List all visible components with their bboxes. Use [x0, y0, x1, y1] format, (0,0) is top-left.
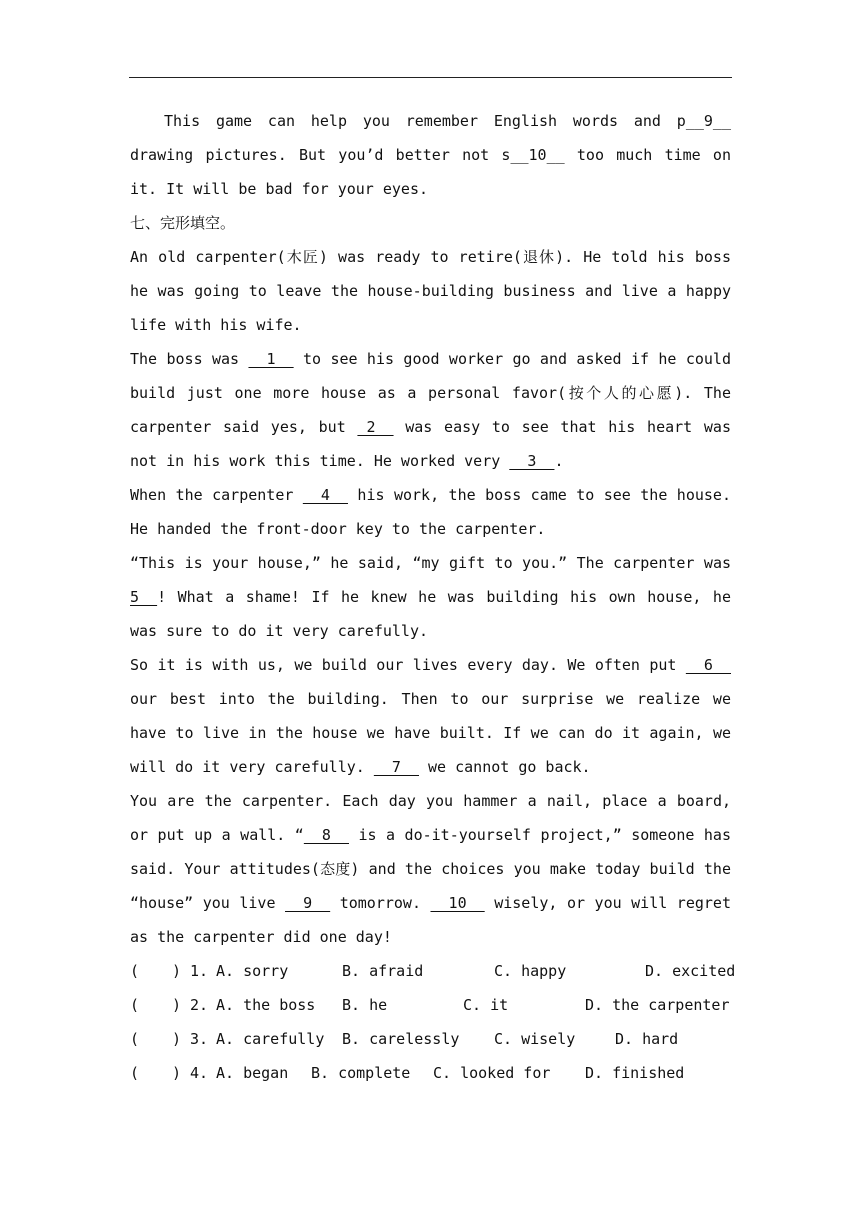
- cloze-paragraph-1: An old carpenter(木匠) was ready to retire(退休). He told his boss he was going to leave the house-building business and live a happy life with his wife.: [130, 248, 731, 334]
- blank-10: 10: [430, 894, 485, 912]
- question-number: 4.: [190, 1064, 209, 1082]
- paragraph-text: wisely, or you will regret as the carpenter did one day!: [130, 894, 731, 946]
- blank-8: 8: [303, 826, 349, 844]
- question-row-4: [130, 1056, 731, 1090]
- passage-text: This game can help you remember English words and p: [164, 112, 686, 130]
- answer-paren-open: (: [130, 1064, 140, 1082]
- blank-9: 9: [285, 894, 331, 912]
- option-c: C. it: [463, 996, 509, 1014]
- answer-paren-close: ): [172, 1030, 182, 1048]
- question-row-2: [130, 988, 731, 1022]
- paragraph-text: “This is your house,” he said, “my gift to you.” The carpenter was: [130, 554, 731, 572]
- blank-2: 2: [357, 418, 394, 436]
- option-a: A. began: [216, 1064, 289, 1082]
- paragraph-text: his work, the boss came to see the house. He handed the front-door key to the carpenter.: [130, 486, 731, 538]
- blank-7: 7: [373, 758, 419, 776]
- answer-paren-open: (: [130, 962, 140, 980]
- option-b: B. complete: [311, 1064, 411, 1082]
- blank-4: 4: [302, 486, 348, 504]
- paragraph-text: You are the carpenter. Each day you hammer a nail, place a board, or put up a wall. “: [130, 792, 731, 844]
- answer-paren-close: ): [172, 996, 182, 1014]
- cloze-paragraph-3: [130, 478, 731, 546]
- question-number: 2.: [190, 996, 209, 1014]
- passage-text: too much time on it. It will be bad for your eyes.: [130, 146, 731, 198]
- passage-text: drawing pictures. But you’d better not s: [130, 146, 511, 164]
- page-content: [130, 104, 736, 1090]
- answer-paren-close: ): [172, 962, 182, 980]
- option-a: A. sorry: [216, 962, 289, 980]
- cloze-paragraph-4: [130, 546, 731, 648]
- section-title: 七、完形填空。: [130, 214, 236, 232]
- option-a: A. the boss: [216, 996, 316, 1014]
- blank-5: 5: [130, 588, 158, 606]
- paragraph-text: was easy to see that his heart was not in his work this time. He worked very: [130, 418, 731, 470]
- cloze-paragraph-2: [130, 342, 731, 478]
- paragraph-text: So it is with us, we build our lives every day. We often put: [130, 656, 686, 674]
- paragraph-text: to see his good worker go and asked if he could build just one more house as a personal favor(按个人的心愿). The carpenter said yes, but: [130, 350, 731, 436]
- answer-paren-close: ): [172, 1064, 182, 1082]
- blank-10: __10__: [510, 146, 565, 164]
- option-b: B. he: [342, 996, 388, 1014]
- option-c: C. looked for: [433, 1064, 551, 1082]
- question-row-1: [130, 954, 736, 988]
- answer-paren-open: (: [130, 1030, 140, 1048]
- paragraph-text: is a do-it-yourself project,” someone has said. Your attitudes(态度) and the choices you make today build the “house” you live: [130, 826, 731, 912]
- answer-paren-open: (: [130, 996, 140, 1014]
- option-d: D. finished: [585, 1064, 685, 1082]
- question-row-3: [130, 1022, 731, 1056]
- option-d: D. excited: [645, 962, 736, 980]
- paragraph-text: we cannot go back.: [419, 758, 591, 776]
- paragraph-text: .: [554, 452, 564, 470]
- paragraph-text: ! What a shame! If he knew he was building his own house, he was sure to do it very carefully.: [130, 588, 731, 640]
- header-rule: [129, 77, 732, 78]
- option-c: C. wisely: [494, 1030, 576, 1048]
- paragraph-text: our best into the building. Then to our surprise we realize we have to live in the house we have built. If we can do it again, we will do it very carefully.: [130, 690, 731, 776]
- top-passage: [130, 104, 731, 206]
- paragraph-text: tomorrow.: [330, 894, 431, 912]
- option-b: B. afraid: [342, 962, 424, 980]
- cloze-paragraph-6: [130, 784, 731, 954]
- blank-9: __9__: [685, 112, 731, 130]
- option-d: D. hard: [615, 1030, 679, 1048]
- question-number: 1.: [190, 962, 209, 980]
- option-c: C. happy: [494, 962, 567, 980]
- option-a: A. carefully: [216, 1030, 325, 1048]
- blank-1: 1: [248, 350, 294, 368]
- paragraph-text: When the carpenter: [130, 486, 303, 504]
- cloze-paragraph-5: [130, 648, 731, 784]
- option-d: D. the carpenter: [585, 996, 730, 1014]
- blank-6: 6: [685, 656, 731, 674]
- blank-3: 3: [509, 452, 555, 470]
- paragraph-text: The boss was: [130, 350, 249, 368]
- question-number: 3.: [190, 1030, 209, 1048]
- option-b: B. carelessly: [342, 1030, 460, 1048]
